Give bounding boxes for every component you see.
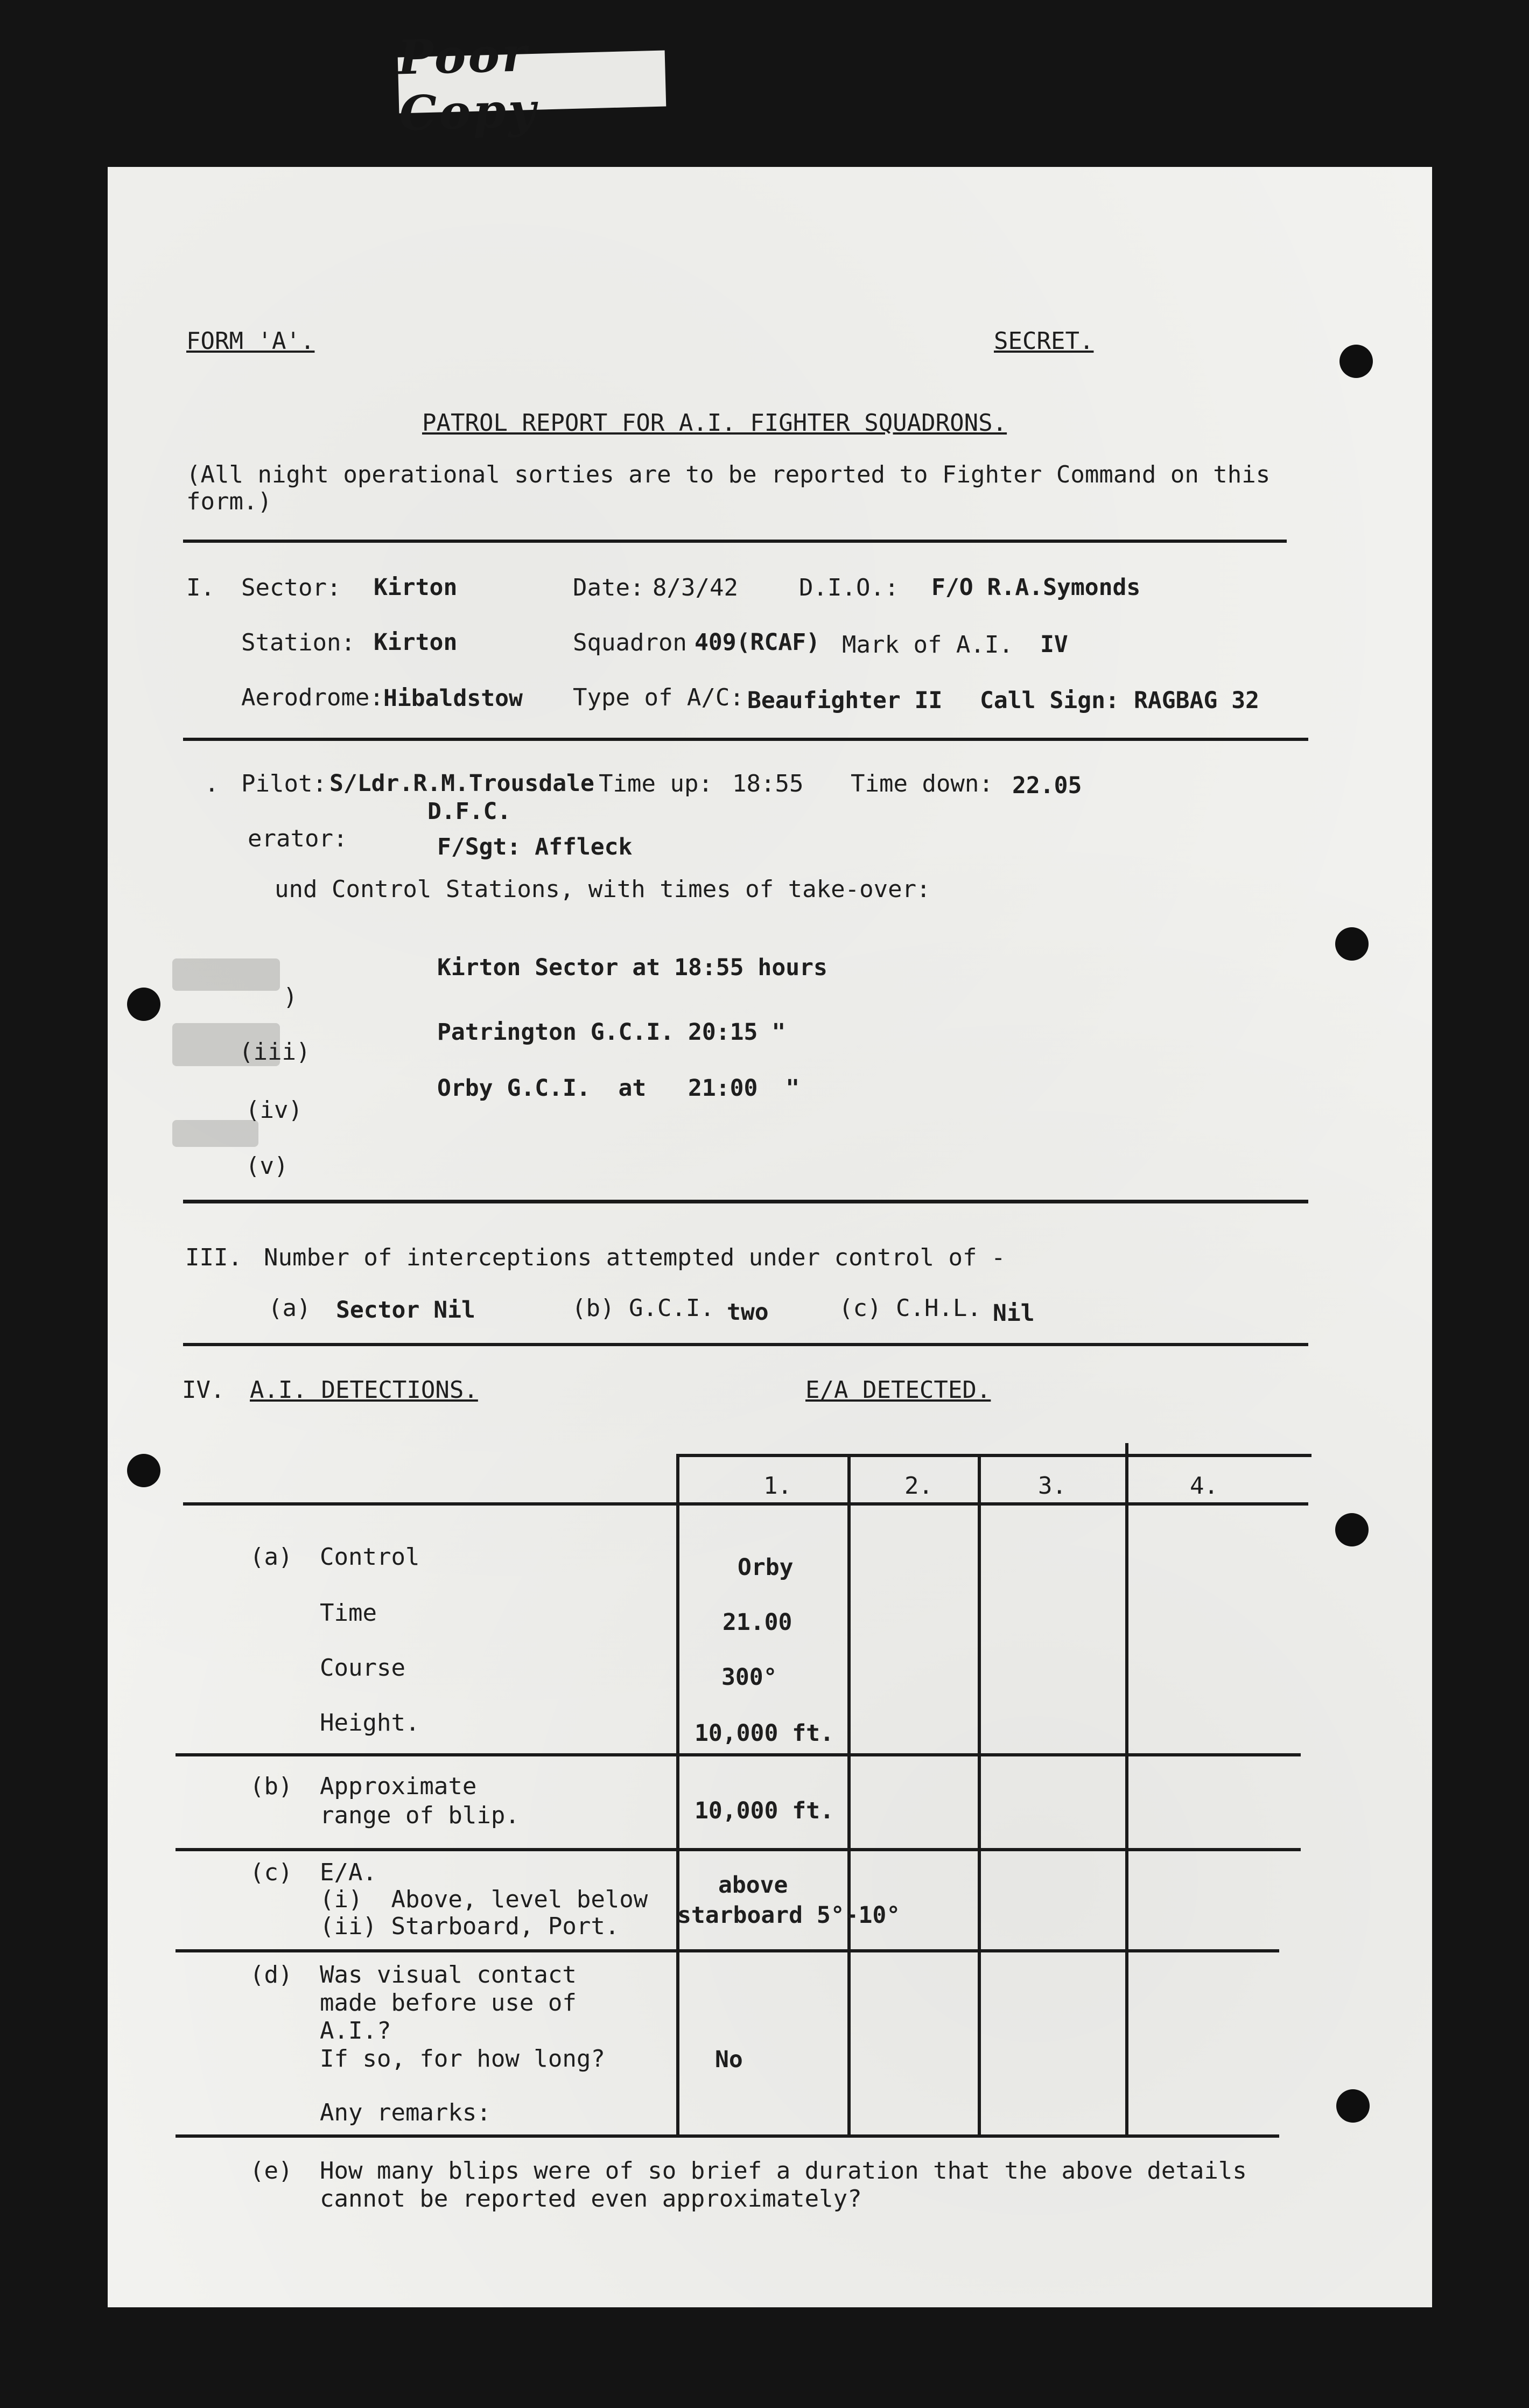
report-page xyxy=(108,167,1432,2307)
pilot-label: Pilot: xyxy=(241,770,327,797)
ea-row-label: E/A. xyxy=(320,1859,377,1886)
course-label: Course xyxy=(320,1654,405,1682)
control-c-label: (c) C.H.L. xyxy=(839,1294,981,1322)
intro-line-2: form.) xyxy=(186,488,272,515)
callsign-value: RAGBAG 32 xyxy=(1134,687,1259,714)
column-header: 3. xyxy=(1038,1472,1067,1500)
operator-label: erator: xyxy=(248,825,348,852)
squadron-label: Squadron xyxy=(573,629,687,656)
height-label: Height. xyxy=(320,1709,420,1737)
pilot-award: D.F.C. xyxy=(427,798,511,825)
sector-value: Kirton xyxy=(374,574,458,601)
ground-control-label: und Control Stations, with times of take-over: xyxy=(275,876,931,903)
visual-contact-label: If so, for how long? xyxy=(320,2045,605,2073)
aerodrome-value: Hibaldstow xyxy=(383,685,523,712)
column-header: 4. xyxy=(1190,1472,1218,1500)
sector-label: Sector: xyxy=(241,574,341,601)
date-label: Date: xyxy=(573,574,644,601)
squadron-value: 409(RCAF) xyxy=(695,629,820,656)
table-row-line xyxy=(176,1949,1279,1952)
punch-hole xyxy=(127,1454,160,1487)
table-col-line xyxy=(676,1454,679,2136)
report-title: PATROL REPORT FOR A.I. FIGHTER SQUADRONS. xyxy=(422,409,1007,437)
section-1-numeral: I. xyxy=(186,574,215,601)
smudge xyxy=(172,1120,258,1147)
visual-contact-value: No xyxy=(715,2046,743,2073)
visual-contact-label: made before use of xyxy=(320,1989,577,2017)
brief-blips-question: cannot be reported even approximately? xyxy=(320,2185,862,2213)
station-numeral: (v) xyxy=(246,1152,289,1180)
control-b-value: two xyxy=(727,1299,769,1326)
intro-line-1: (All night operational sorties are to be reported to Fighter Command on this xyxy=(186,461,1271,488)
control-b-label: (b) G.C.I. xyxy=(572,1294,714,1322)
table-row-line xyxy=(176,2134,1279,2138)
control-c-value: Nil xyxy=(993,1300,1035,1327)
time-down-value: 22.05 xyxy=(1012,772,1082,799)
mark-label: Mark of A.I. xyxy=(842,631,1013,659)
interceptions-label: Number of interceptions attempted under control of - xyxy=(264,1244,1006,1271)
divider xyxy=(183,1200,1308,1203)
time-up-label: Time up: xyxy=(599,770,713,797)
section-2-mark: . xyxy=(205,770,219,797)
ea-starboard-port: (ii) Starboard, Port. xyxy=(320,1913,620,1940)
control-value: Orby xyxy=(738,1554,794,1581)
classification: SECRET. xyxy=(994,327,1094,355)
row-e-label: (e) xyxy=(250,2157,293,2185)
table-col-line xyxy=(847,1454,851,2136)
range-value: 10,000 ft. xyxy=(695,1797,834,1824)
column-header: 1. xyxy=(763,1472,792,1500)
punch-hole xyxy=(1339,345,1373,378)
mark-value: IV xyxy=(1040,631,1068,658)
punch-hole xyxy=(1336,2089,1370,2123)
aerodrome-label: Aerodrome: xyxy=(241,684,384,711)
smudge xyxy=(172,958,280,991)
time-label: Time xyxy=(320,1599,377,1627)
ground-station-value: Orby G.C.I. at 21:00 " xyxy=(437,1075,800,1102)
range-label: range of blip. xyxy=(320,1802,520,1829)
range-label: Approximate xyxy=(320,1773,477,1800)
station-value: Kirton xyxy=(374,629,458,656)
control-a-label: (a) xyxy=(268,1294,311,1322)
station-numeral: ) xyxy=(283,983,298,1011)
date-value: 8/3/42 xyxy=(653,574,738,601)
divider xyxy=(183,540,1287,543)
table-row-line xyxy=(176,1753,1301,1756)
column-header: 2. xyxy=(904,1472,933,1500)
poor-copy-stamp xyxy=(397,26,667,142)
punch-hole xyxy=(1335,1513,1369,1546)
row-b-label: (b) xyxy=(250,1773,293,1800)
control-a-value: Sector Nil xyxy=(336,1297,475,1324)
brief-blips-question: How many blips were of so brief a duration that the above details xyxy=(320,2157,1247,2185)
table-col-line xyxy=(1125,1443,1128,2136)
time-up-value: 18:55 xyxy=(732,770,804,797)
course-value: 300° xyxy=(721,1664,777,1691)
dio-label: D.I.O.: xyxy=(799,574,899,601)
ea-position-value: above xyxy=(718,1872,788,1899)
ground-station-value: Kirton Sector at 18:55 hours xyxy=(437,954,827,981)
table-top-line xyxy=(676,1454,1311,1457)
ea-detected-label: E/A DETECTED. xyxy=(805,1376,991,1404)
station-numeral: (iii) xyxy=(239,1038,311,1066)
table-header-line xyxy=(183,1502,1308,1506)
ai-detections-label: A.I. DETECTIONS. xyxy=(250,1376,478,1404)
type-value: Beaufighter II xyxy=(747,687,943,714)
row-c-label: (c) xyxy=(250,1859,293,1886)
dio-value: F/O R.A.Symonds xyxy=(931,574,1141,601)
remarks-label: Any remarks: xyxy=(320,2099,491,2126)
table-row-line xyxy=(176,1848,1301,1851)
stamp-text: Poor Copy xyxy=(397,26,539,142)
ground-station-value: Patrington G.C.I. 20:15 " xyxy=(437,1019,786,1046)
section-4-numeral: IV. xyxy=(182,1376,225,1404)
punch-hole xyxy=(1335,927,1369,961)
visual-contact-label: Was visual contact xyxy=(320,1961,577,1989)
punch-hole xyxy=(127,988,160,1021)
time-value: 21.00 xyxy=(723,1609,792,1636)
visual-contact-label: A.I.? xyxy=(320,2017,391,2045)
time-down-label: Time down: xyxy=(851,770,993,797)
divider xyxy=(183,1343,1308,1346)
row-a-label: (a) xyxy=(250,1543,293,1571)
ea-position-value: starboard 5°-10° xyxy=(677,1902,901,1929)
control-label: Control xyxy=(320,1543,420,1571)
ea-above-below: (i) Above, level below xyxy=(320,1886,648,1913)
form-label: FORM 'A'. xyxy=(186,327,315,355)
station-numeral: (iv) xyxy=(246,1096,303,1124)
callsign-label: Call Sign: xyxy=(980,687,1119,714)
operator-value: F/Sgt: Affleck xyxy=(437,834,633,860)
table-col-line xyxy=(978,1454,981,2136)
section-3-numeral: III. xyxy=(185,1244,242,1271)
station-label: Station: xyxy=(241,629,355,656)
divider xyxy=(183,738,1308,741)
row-d-label: (d) xyxy=(250,1961,293,1989)
pilot-value: S/Ldr.R.M.Trousdale xyxy=(329,770,594,797)
height-value: 10,000 ft. xyxy=(695,1720,834,1747)
type-label: Type of A/C: xyxy=(573,684,744,711)
